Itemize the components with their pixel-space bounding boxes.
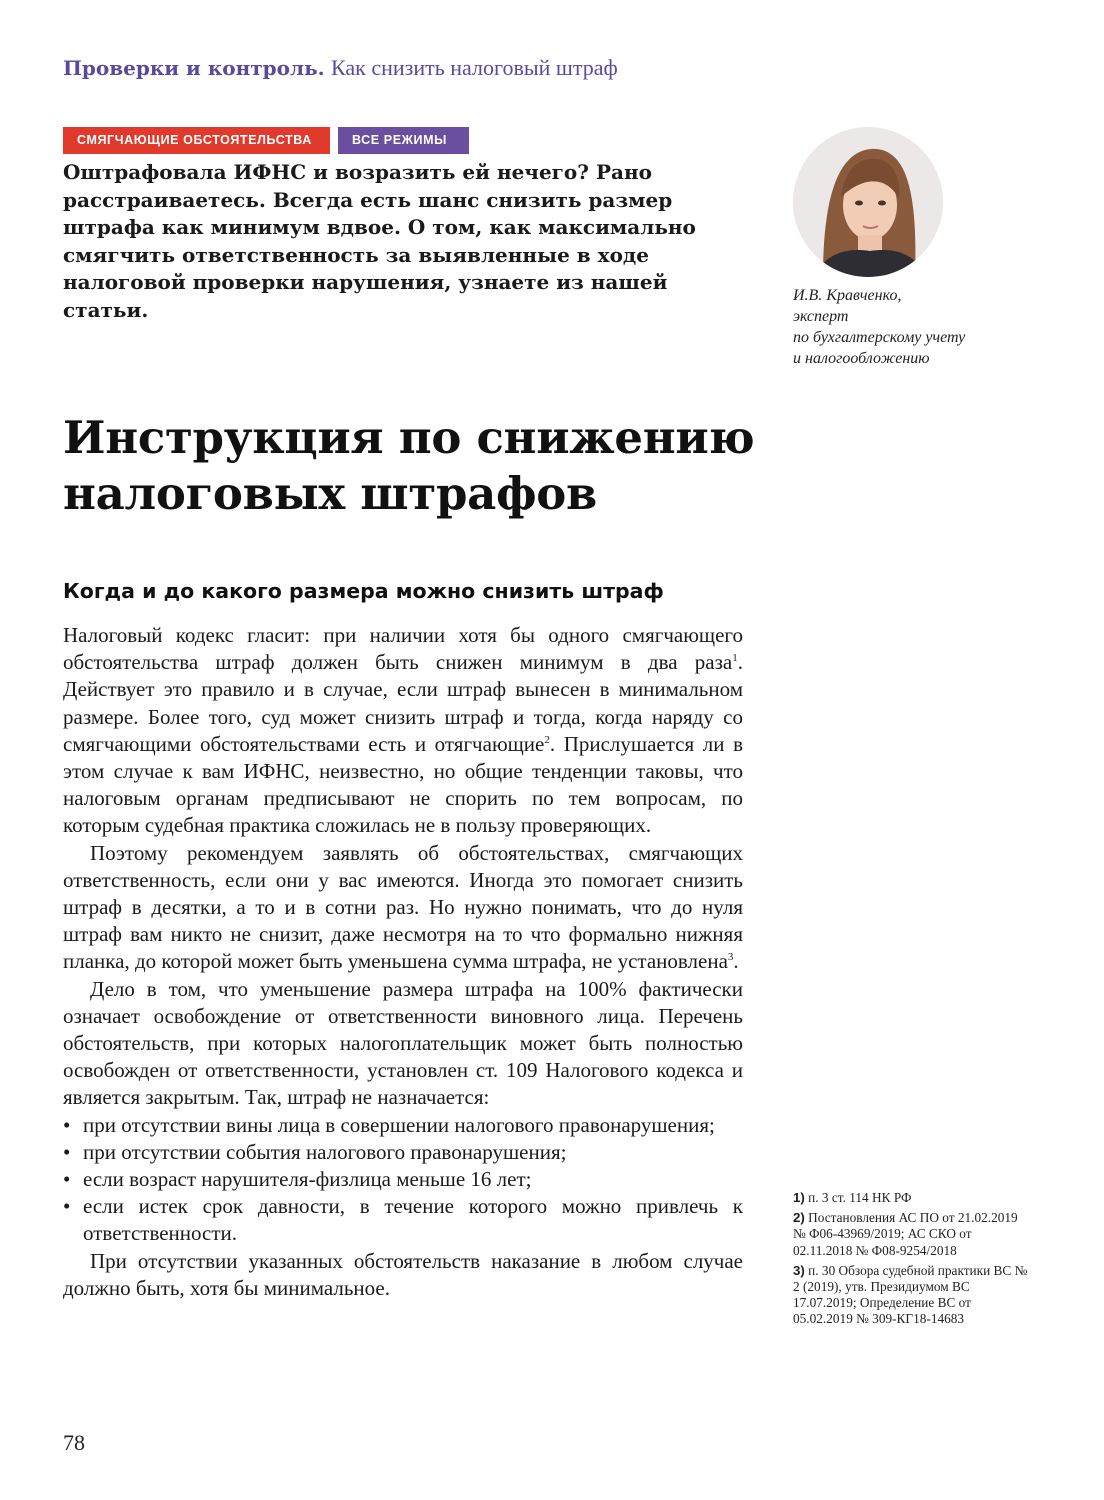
author-caption xyxy=(793,285,1053,369)
author-role-line-3: и налогообложению xyxy=(793,350,930,367)
body-paragraph-1-part-c: . Прислушается ли в этом случае к вам ИФНС, неизвестно, но общие тенденции таковы, что налоговым органам предписывают не спорить по тем вопросам, по которым судебная практика сложилась не в пользу проверяющих. xyxy=(63,731,743,838)
tag-list xyxy=(63,127,469,154)
author-name: И.В. Кравченко, xyxy=(793,287,902,304)
author-portrait-icon xyxy=(793,127,943,277)
body-paragraph-2-part-a: Поэтому рекомендуем заявлять об обстоятельствах, смягчающих ответственность, если они у вас имеются. Иногда это помогает снизить штраф в десятки, а то и в сотни раз. Но нужно понимать, что до нуля штраф вам никто не снизит, даже несмотря на то что формально нижняя планка, до которой может быть уменьшена сумма штрафа, не установлена xyxy=(63,840,743,974)
running-head-topic: Как снизить налоговый штраф xyxy=(331,55,618,80)
body-paragraph-1 xyxy=(63,622,743,840)
list-item: • если истек срок давности, в течение которого можно привлечь к ответственности. xyxy=(63,1193,743,1247)
footnote-3 xyxy=(793,1263,1033,1328)
running-head xyxy=(63,55,618,81)
footnote-number: 3) xyxy=(793,1262,805,1278)
footnote-text: Постановления АС ПО от 21.02.2019 № Ф06-43969/2019; АС СКО от 02.11.2018 № Ф08-9254/2018 xyxy=(793,1210,1018,1258)
body-paragraph-4: При отсутствии указанных обстоятельств наказание в любом случае должно быть, хотя бы минимальное. xyxy=(63,1248,743,1300)
body-paragraph-3: Дело в том, что уменьшение размера штрафа на 100% фактически означает освобождение от ответственности виновного лица. Перечень обстоятельств, при которых налогоплательщик может быть полностью освобожден от ответственности, установлен ст. 109 Налогового кодекса и является закрытым. Так, штраф не назначается: xyxy=(63,976,743,1110)
body-paragraph-1-part-b: . Действует это правило и в случае, если штраф вынесен в минимальном размере. Более того, суд может снизить штраф и тогда, когда наряду со смягчающими обстоятельствами есть и отягчающие xyxy=(63,650,743,756)
footnote-number: 1) xyxy=(793,1190,805,1205)
body-paragraph-1-part-a: Налоговый кодекс гласит: при наличии хотя бы одного смягчающего обстоятельства штраф должен быть снижен минимум в два раза xyxy=(63,623,743,675)
footnote-text: п. 30 Обзора судебной практики ВС № 2 (2019), утв. Президиумом ВС 17.07.2019; Определение ВС от 05.02.2019 № 309-КГ18-14683 xyxy=(793,1262,1028,1327)
author-role-line-2: по бухгалтерскому учету xyxy=(793,329,966,346)
tag-all-regimes: ВСЕ РЕЖИМЫ xyxy=(338,127,469,154)
footnote-ref-3: 3 xyxy=(727,951,734,964)
article-title: Инструкция по снижению налоговых штрафов xyxy=(63,411,755,520)
page-number: 78 xyxy=(63,1430,85,1455)
list-item: • при отсутствии вины лица в совершении налогового правонарушения; xyxy=(63,1112,743,1139)
author-role-line-1: эксперт xyxy=(793,308,849,325)
tag-mitigating: СМЯГЧАЮЩИЕ ОБСТОЯТЕЛЬСТВА xyxy=(63,127,330,154)
footnote-ref-1: 1 xyxy=(732,652,738,665)
author-photo xyxy=(793,127,943,277)
footnote-1 xyxy=(793,1190,1033,1206)
running-head-section: Проверки и контроль. xyxy=(63,56,325,80)
article-body xyxy=(63,622,743,1302)
footnotes xyxy=(793,1190,1033,1332)
footnote-text: п. 3 ст. 114 НК РФ xyxy=(808,1190,912,1205)
body-paragraph-2-part-b: . xyxy=(733,949,739,974)
body-paragraph-2 xyxy=(63,840,743,976)
footnote-2 xyxy=(793,1210,1033,1259)
footnote-number: 2) xyxy=(793,1210,805,1226)
lead-paragraph: Оштрафовала ИФНС и возразить ей нечего? Рано расстраиваетесь. Всегда есть шанс снизить размер штрафа как минимум вдвое. О том, как максимально смягчить ответственность за выявленные в ходе налоговой проверки нарушения, узнаете из нашей статьи. xyxy=(63,160,696,322)
section-heading: Когда и до какого размера можно снизить штраф xyxy=(63,579,664,603)
exemption-list xyxy=(63,1112,743,1248)
list-item: • если возраст нарушителя-физлица меньше 16 лет; xyxy=(63,1166,743,1193)
list-item: • при отсутствии события налогового правонарушения; xyxy=(63,1139,743,1166)
footnote-ref-2: 2 xyxy=(544,733,550,746)
